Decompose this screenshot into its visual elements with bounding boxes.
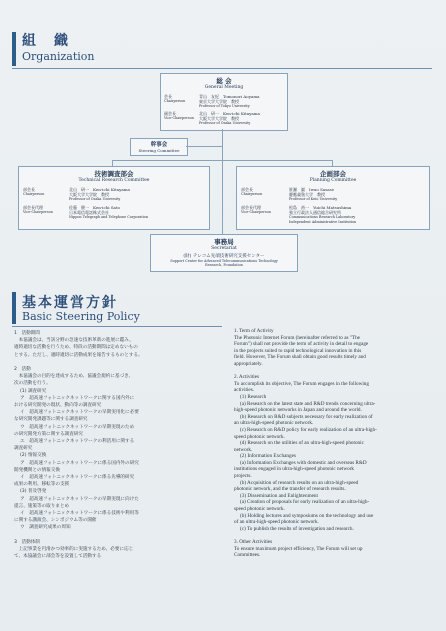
policy-line: 次の活動を行う。 xyxy=(14,381,51,387)
policy-line: photonic network, and the transfer of research results. xyxy=(234,486,346,493)
chair-name: 青山 友紀 Tomonori Aoyama xyxy=(199,94,260,99)
tech-chair-role-ja: 部会長 xyxy=(23,187,35,192)
policy-line: エ 超高速フォトニックネットワークの利活用に関する xyxy=(20,439,135,445)
section-accent-bar xyxy=(12,32,16,66)
tech-chair-affiliation-en: Professor of Osaka University xyxy=(69,197,121,201)
section-rule xyxy=(12,68,432,69)
plan-vice-role-en: Vice-Chairperson xyxy=(241,210,271,214)
policy-line: projects. xyxy=(234,473,252,480)
policy-line: ア 超高速フォトニックネットワークに係る国内外の研究 xyxy=(20,460,139,466)
policy-line: (3) 普及啓発 xyxy=(20,489,47,495)
vice-role-en: Vice-Chairperson xyxy=(164,116,194,120)
general-meeting-title-en: General Meeting xyxy=(204,85,244,90)
secretariat-name-en: Support Center for Advanced Telecommunications Technology xyxy=(170,259,278,263)
policy-line: (c) To publish the results of investigation and research. xyxy=(240,525,354,532)
policy-line xyxy=(234,532,436,539)
connector-line xyxy=(112,160,332,161)
organization-title-ja: 組 織 xyxy=(22,33,70,49)
steering-title-ja: 幹事会 xyxy=(150,142,168,148)
policy-line: Committees. xyxy=(234,552,261,559)
connector-line xyxy=(186,146,222,147)
policy-line: ア 超高速フォトニックネットワークに関する国内外に xyxy=(20,395,135,401)
policy-line: To ensure maximum project efficiency, The Forum will set up xyxy=(234,545,363,552)
section-accent-bar xyxy=(12,292,16,324)
policy-japanese-column xyxy=(14,330,224,561)
technical-research-committee-box xyxy=(18,166,210,230)
policy-line xyxy=(234,368,436,375)
policy-line: field. However, The Forum shall obtain good results timely and xyxy=(234,354,366,361)
policy-line: 上記事業を円滑かつ効率的に実施するため、必要に応じ xyxy=(14,547,134,553)
tech-chair-affiliation: 大阪大学大学院 教授 xyxy=(69,192,109,197)
policy-line: high-speed photonic networks in Japan and around the world. xyxy=(234,407,362,414)
tech-vice-role-ja: 部会長代理 xyxy=(23,205,43,210)
policy-line: (c) Research on R&D policy for early realization of an ultra-high- xyxy=(240,426,377,433)
secretariat-name-ja: (財) テレコム先端技術研究支援センター xyxy=(183,254,265,259)
policy-line: イ 超高速フォトニックネットワークの早期実用化に必要 xyxy=(20,410,139,416)
policy-line: (a) Research on the latest state and R&D trends concerning ultra- xyxy=(240,400,376,407)
policy-line: (1) 調査研究 xyxy=(20,388,47,394)
chair-affiliation-en: Professor of Tokyo University xyxy=(199,104,250,108)
secretariat-title-en: Secretariat xyxy=(211,246,237,251)
vice-role-ja: 副会長 xyxy=(164,111,176,116)
policy-line: 本協議会は、当該分野の急速な技術革新の進展に鑑み、 xyxy=(14,338,134,344)
secretariat-name-en2: Research, Foundation xyxy=(205,263,243,267)
policy-line: 適時適切な活動を行うため、特段の活動期間は定めないもの xyxy=(14,345,138,351)
policy-line: (d) Research on the utilities of an ultra-high-speed photonic xyxy=(240,440,364,447)
policy-line: 成果の利用、移転等の支援 xyxy=(14,482,70,488)
policy-title-ja: 基本運営方針 xyxy=(22,295,118,311)
plan-vice-name: 松島 裕一 Yuichi Matsushima xyxy=(289,205,352,210)
tech-chair-name: 北山 研一 Ken-ichi Kitayama xyxy=(69,187,130,192)
policy-line: (2) 情報交換 xyxy=(20,453,47,459)
plan-chair-affiliation: 慶應義塾大学 教授 xyxy=(289,192,325,197)
plan-chair-role-en: Chairperson xyxy=(241,192,263,196)
general-meeting-title-ja: 総 会 xyxy=(216,77,232,85)
plan-vice-affiliation-en2: Independent Administrative Institution xyxy=(289,219,357,224)
policy-line: (2) Information Exchanges xyxy=(240,453,296,460)
tech-vice-affiliation: 日本電信電話株式会社 xyxy=(69,210,109,215)
policy-line: an ultra-high-speed photonic network. xyxy=(234,420,314,427)
planning-title-ja: 企画部会 xyxy=(320,170,346,178)
policy-line: institutions engaged in ultra-high-speed photonic network xyxy=(234,466,355,473)
policy-line: 調査研究 xyxy=(14,446,33,452)
policy-line: の研究開発方策に関する調査研究 xyxy=(14,431,83,437)
policy-line: of an ultra-high-speed photonic network. xyxy=(234,519,319,526)
organization-section xyxy=(12,28,432,68)
policy-title-en: Basic Steering Policy xyxy=(22,310,140,323)
plan-chair-affiliation-en: Professor of Keio University xyxy=(289,197,338,201)
vice-affiliation: 大阪大学大学院 教授 xyxy=(199,116,239,121)
policy-line: (b) Research on R&D subjects necessary for early realization of xyxy=(240,413,373,420)
secretariat-box xyxy=(150,234,298,272)
policy-line: network. xyxy=(234,446,253,453)
policy-line: Forum") shall not provide the term of activity in detail to engage xyxy=(234,341,369,348)
policy-section xyxy=(12,290,432,326)
tech-vice-affiliation-en: Nippon Telegraph and Telephone Corporation xyxy=(69,215,149,219)
policy-line: とする。ただし、適時適切に活動成果を報告するものとする。 xyxy=(14,352,143,358)
chair-role-ja: 会長 xyxy=(164,94,172,99)
chair-role-en: Chairperson xyxy=(164,99,186,103)
policy-line: な研究開発課題等に関する調査研究 xyxy=(14,417,88,423)
policy-line: (b) Acquisition of research results on an ultra-high-speed xyxy=(240,479,359,486)
policy-line: (a) Creation of proposals for early realization of an ultra-high- xyxy=(240,499,370,506)
policy-line: ウ 超高速フォトニックネットワークの早期実現のため xyxy=(20,424,135,430)
policy-line: To accomplish its objective, The Forum engages in the following xyxy=(234,380,369,387)
tech-vice-name: 佐藤 健一 Ken-ichi Sato xyxy=(69,205,120,210)
plan-vice-affiliation-en: Communications Research Laboratory xyxy=(289,215,356,219)
policy-line: 3. Other Activities xyxy=(234,539,273,545)
policy-line: 提言、施策等の取りまとめ xyxy=(14,503,70,509)
policy-line: activities. xyxy=(234,387,255,394)
policy-line: (3) Dissemination and Enlightenment xyxy=(240,492,318,499)
policy-line: (a) Information Exchanges with domestic and overseas R&D xyxy=(240,459,367,466)
plan-chair-name: 笹瀬 巌 Iwao Sasase xyxy=(289,187,335,192)
policy-line: 1 活動期間 xyxy=(14,331,40,336)
policy-line xyxy=(14,532,224,539)
policy-line: speed photonic network. xyxy=(234,506,285,513)
policy-line: イ 超高速フォトニックネットワークに係る先導的研究 xyxy=(20,475,135,481)
policy-line xyxy=(14,359,224,366)
technical-title-en: Technical Research Committee xyxy=(78,178,150,183)
policy-line: 本協議会の目的を達成するため、協議会規約に基づき、 xyxy=(14,374,134,380)
steering-title-en: Steering Committee xyxy=(138,148,180,153)
general-meeting-box xyxy=(160,73,288,131)
policy-english-column xyxy=(234,328,436,559)
plan-vice-affiliation: 独立行政法人通信総合研究所 xyxy=(289,210,341,215)
policy-line: 3 活動体制 xyxy=(14,539,40,545)
tech-vice-role-en: Vice-Chairperson xyxy=(23,210,53,214)
policy-line: (b) Holding lectures and symposiums on the technology and use xyxy=(240,512,374,519)
policy-line: 2 活動 xyxy=(14,367,31,373)
plan-chair-role-ja: 部会長 xyxy=(241,187,253,192)
policy-line: 1. Term of Activity xyxy=(234,328,274,334)
technical-title-ja: 技術調査部会 xyxy=(94,170,134,178)
policy-line: ウ 調査研究成果の周知 xyxy=(20,525,71,531)
policy-line: イ 超高速フォトニックネットワークに係る技術や利用等 xyxy=(20,511,139,517)
steering-committee-box xyxy=(130,138,188,156)
policy-line: おける研究開発の現状、動向等の調査研究 xyxy=(14,403,102,409)
planning-committee-box xyxy=(236,166,430,230)
policy-line: ア 超高速フォトニックネットワークの早期実現に向けた xyxy=(20,496,139,502)
policy-line: in the projects suited to rapid technological innovation in this xyxy=(234,347,362,354)
tech-chair-role-en: Chairperson xyxy=(23,192,45,196)
organization-title-en: Organization xyxy=(22,50,95,63)
policy-line: The Photonic Internet Forum (hereinafter referred to as "The xyxy=(234,334,360,341)
secretariat-title-ja: 事務局 xyxy=(214,238,234,246)
policy-line: て、本協議会に部会等を設置して活動する xyxy=(14,554,102,560)
section-rule xyxy=(12,326,222,327)
policy-line: appropriately. xyxy=(234,360,263,367)
vice-affiliation-en: Professor of Osaka University xyxy=(199,121,251,125)
planning-title-en: Planning Committee xyxy=(309,178,357,183)
policy-line: (1) Research xyxy=(240,393,267,400)
policy-line: speed photonic network. xyxy=(234,433,285,440)
policy-line: 開発機関との情報交換 xyxy=(14,467,60,473)
vice-name: 北山 研一 Ken-ichi Kitayama xyxy=(199,111,260,116)
chair-affiliation: 東京大学大学院 教授 xyxy=(199,99,239,104)
policy-line: 2. Activities xyxy=(234,374,260,381)
policy-line: に関する講演会、シンポジウム等の開催 xyxy=(14,518,97,524)
plan-vice-role-ja: 部会長代理 xyxy=(241,205,261,210)
